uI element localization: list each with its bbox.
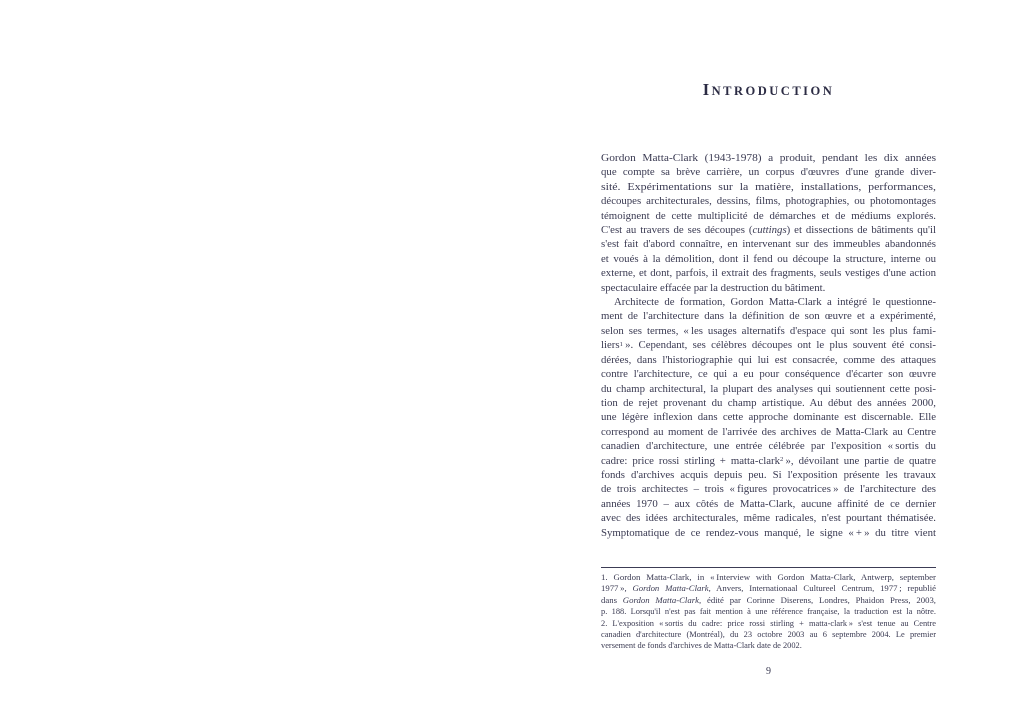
text-line [601, 295, 936, 309]
text-line [601, 618, 936, 629]
text-segment: fonds d'archives acquis depuis peu. Si l'exposition présente les travaux [601, 468, 936, 481]
text-line [601, 526, 936, 540]
text-segment: cadre: price rossi stirling + matta-clark [601, 454, 781, 467]
text-segment: découpes architecturales, dessins, films, photographies, ou photomontages [601, 195, 936, 208]
text-line [601, 410, 936, 424]
text-line [601, 595, 936, 606]
text-segment: selon ses termes, « les usages alternatifs d'espace qui sont les plus fami- [601, 324, 936, 337]
text-line [601, 572, 936, 583]
text-segment: Gordon Matta-Clark [622, 595, 699, 605]
text-segment: , édité par Corinne Diserens, Londres, Phaidon Press, 2003, [698, 595, 936, 605]
text-segment: Architecte de formation, Gordon Matta-Clark a intégré le questionne- [614, 296, 936, 309]
text-segment: », dévoilant une partie de quatre [783, 454, 936, 467]
text-segment: liers [601, 339, 620, 352]
text-line [601, 640, 802, 651]
text-line [601, 324, 936, 338]
text-segment: dérées, dans l'historiographie qui lui est consacrée, comme des attaques [601, 353, 936, 366]
text-line [601, 309, 936, 323]
text-segment: 2. L'exposition « sortis du cadre: price rossi stirling + matta-clark » s'est tenue au Centre [601, 618, 936, 628]
text-line [601, 266, 936, 280]
page-number: 9 [766, 666, 771, 677]
text-segment: Gordon Matta-Clark (1943-1978) a produit, pendant les dix années [601, 152, 936, 164]
text-segment: 1977 », [601, 584, 633, 594]
text-segment: sité. Expérimentations sur la matière, installations, performances, [601, 180, 936, 193]
text-segment: ment de l'architecture dans la définition de son œuvre et a expérimenté, [601, 310, 936, 323]
text-line [601, 382, 936, 396]
text-line [601, 468, 936, 482]
text-line [601, 180, 936, 194]
text-segment: correspond au moment de l'arrivée des archives de Matta-Clark au Centre [601, 425, 936, 438]
text-segment: avec des idées architecturales, même radicales, n'est pourtant thématisée. [601, 512, 936, 525]
text-line [601, 151, 936, 165]
text-segment: spectaculaire effacée par la destruction du bâtiment. [601, 281, 826, 294]
footnote-marker: 1 [619, 340, 623, 348]
text-line [601, 165, 936, 179]
text-segment: années 1970 – aux côtés de Matta-Clark, aucune affinité de ce dernier [601, 497, 936, 510]
text-segment: du champ architectural, la plupart des analyses qui soutiennent cette posi- [601, 382, 936, 395]
right-page [512, 0, 1024, 723]
text-segment: Symptomatique de ce rendez-vous manqué, le signe « + » du titre vient [601, 526, 936, 539]
text-line [601, 629, 936, 640]
text-line [601, 482, 936, 496]
text-line [601, 454, 936, 468]
text-line [601, 439, 936, 453]
body-text [601, 151, 936, 540]
footnotes-block [601, 572, 936, 652]
text-segment: tion de rejet provenant du champ artistique. Au début des années 2000, [601, 396, 936, 409]
text-segment: canadien d'architecture, une entrée célébrée par l'exposition « sortis du [601, 440, 936, 453]
text-segment: externe, et dont, parfois, il extrait des fragments, seuls vestiges d'une action [601, 267, 936, 280]
text-segment: p. 188. Lorsqu'il n'est pas fait mention à une référence française, la traduction est la nôtre. [601, 607, 936, 617]
text-line [601, 209, 936, 223]
text-segment: C'est au travers de ses découpes ( [601, 224, 753, 237]
text-segment: canadien d'architecture (Montréal), du 23 octobre 2003 au 6 septembre 2004. Le premier [601, 630, 936, 640]
text-segment: de trois architectes – trois « figures provocatrices » de l'architecture des [601, 483, 936, 496]
text-line [601, 194, 936, 208]
text-segment: une légère inflexion dans cette approche dominante est discernable. Elle [601, 411, 936, 424]
text-line [601, 497, 936, 511]
text-line [601, 223, 936, 237]
text-segment: contre l'architecture, ce qui a eu pour conséquence d'écarter son œuvre [601, 368, 936, 381]
text-segment: que compte sa brève carrière, un corpus d'œuvres d'une grande diver- [601, 166, 936, 179]
footnote-separator-rule [601, 567, 936, 568]
text-segment: dans [601, 595, 623, 605]
text-line [601, 583, 936, 594]
text-segment: s'est fait d'abord connaître, en intervenant sur des immeubles abandonnés [601, 238, 936, 251]
text-segment: ». Cependant, ses célèbres découpes ont le plus souvent été consi- [622, 339, 936, 352]
text-line [601, 367, 936, 381]
text-segment: , Anvers, Internationaal Cultureel Centrum, 1977 ; republié [708, 584, 936, 594]
text-line [601, 281, 825, 295]
text-segment: témoignent de cette multiplicité de démarches et de médiums explorés. [601, 209, 936, 222]
text-line [601, 353, 936, 367]
chapter-title: INTRODUCTION [702, 80, 835, 99]
text-segment: versement de fonds d'archives de Matta-Clark date de 2002. [601, 641, 802, 651]
text-line [601, 338, 936, 352]
text-line [601, 511, 936, 525]
text-segment: cuttings [752, 224, 787, 237]
text-segment: Gordon Matta-Clark [632, 584, 709, 594]
text-segment: 1. Gordon Matta-Clark, in « Interview with Gordon Matta-Clark, Antwerp, september [601, 573, 936, 582]
text-line [601, 252, 936, 266]
text-segment: ) et dissections de bâtiments qu'il [786, 224, 936, 237]
text-segment: et voués à la démolition, dont il fend ou découpe la structure, interne ou [601, 252, 936, 265]
footnote-marker: 2 [780, 456, 784, 463]
text-line [601, 606, 936, 617]
text-line [601, 237, 936, 251]
text-line [601, 425, 936, 439]
text-line [601, 396, 936, 410]
